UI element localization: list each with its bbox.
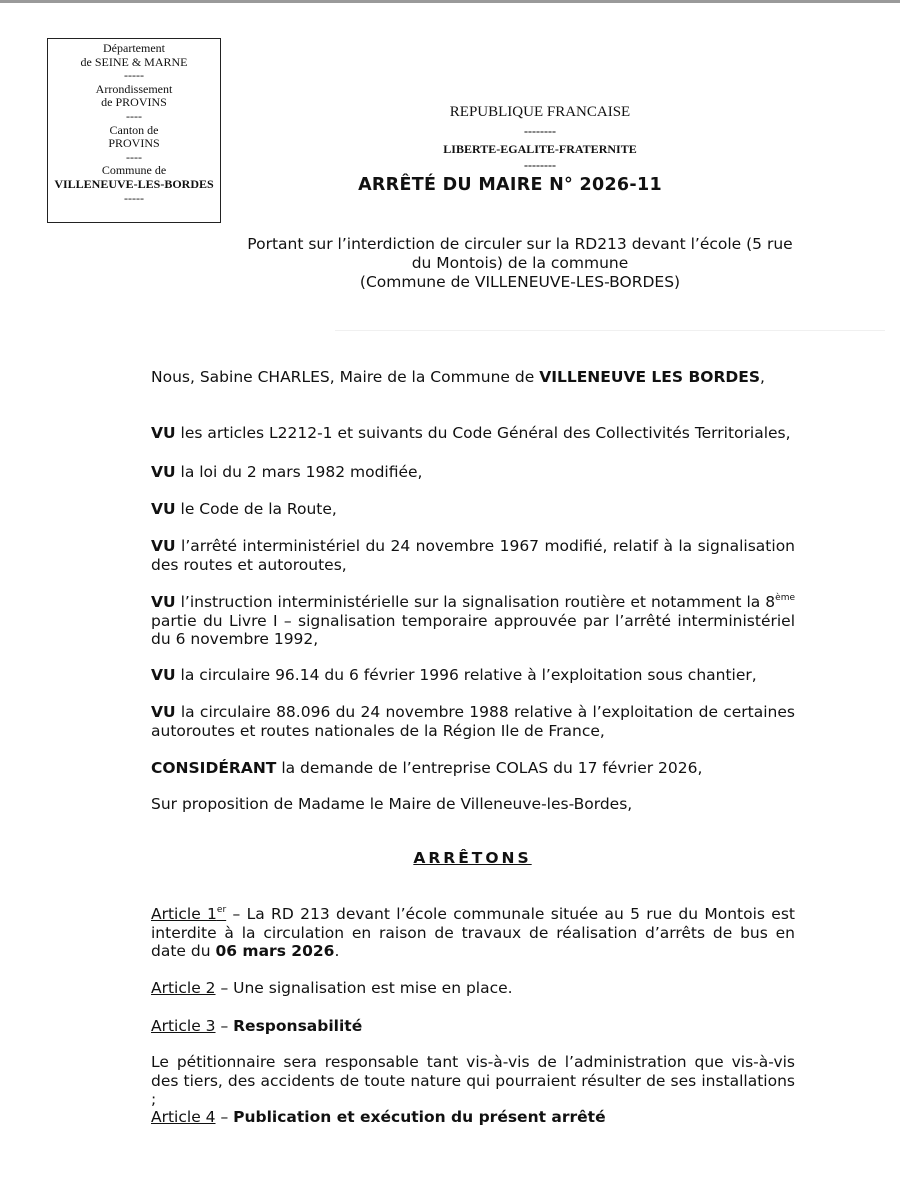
vu-label: VU (151, 666, 176, 684)
article-date: 06 mars 2026 (215, 942, 335, 961)
vu-text: la loi du 2 mars 1982 modifiée, (175, 463, 423, 481)
proposition-paragraph: Sur proposition de Madame le Maire de Villeneuve-les-Bordes, (151, 795, 633, 813)
article-2 (151, 979, 795, 998)
republic-heading: REPUBLIQUE FRANCAISE (449, 104, 631, 120)
vu-text: le Code de la Route, (175, 500, 337, 518)
top-border (0, 0, 900, 3)
vu-label: VU (151, 593, 176, 611)
divider (335, 330, 885, 331)
vu-paragraph (151, 666, 795, 685)
commune-name: VILLENEUVE-LES-BORDES (54, 176, 214, 191)
vu-paragraph (151, 703, 795, 740)
canton-label: Canton de (109, 122, 159, 137)
page-title: ARRÊTÉ DU MAIRE N° 2026-11 (358, 175, 662, 195)
header-separator: -------- (524, 124, 556, 138)
dept-label: Département (103, 41, 165, 55)
separator: ---- (126, 149, 142, 164)
vu-paragraph (151, 537, 795, 574)
superscript: er (216, 905, 227, 915)
vu-paragraph (151, 500, 795, 519)
vu-text: les articles L2212-1 et suivants du Code Général des Collectivités Territoriales, (175, 424, 791, 442)
commune-label: Commune de (101, 163, 167, 178)
vu-text: partie du Livre I – signalisation temporaire approuvée par l’arrêté interministériel du 6 novembre 1992, (151, 611, 795, 649)
article-label-text: Article 1 (151, 905, 217, 923)
separator: ---- (126, 108, 142, 123)
arretons-heading: ARRÊTONS (413, 849, 532, 867)
vu-text: la circulaire 88.096 du 24 novembre 1988 relative à l’exploitation de certaines autoroutes et routes nationales de la Région Ile de France, (151, 703, 795, 740)
vu-text: l’arrêté interministériel du 24 novembre 1967 modifié, relatif à la signalisation des routes et autoroutes, (151, 537, 795, 574)
separator: ----- (124, 68, 144, 83)
admin-box (47, 38, 221, 223)
article-dash: – (215, 1017, 234, 1035)
intro-text: Nous, Sabine CHARLES, Maire de la Commune de (151, 368, 540, 386)
subject-line: du Montois) de la commune (411, 254, 629, 272)
arr-label: Arrondissement (95, 81, 173, 96)
vu-label: VU (151, 703, 176, 721)
superscript: ème (775, 593, 795, 603)
article-3 (151, 1017, 795, 1036)
considerant-label: CONSIDÉRANT (151, 759, 277, 777)
separator: ----- (124, 190, 144, 205)
vu-text: la circulaire 96.14 du 6 février 1996 relative à l’exploitation sous chantier, (175, 666, 757, 684)
article-3-body: Le pétitionnaire sera responsable tant vis-à-vis de l’administration que vis-à-vis des tiers, des accidents de toute nature qui pourraient résulter de ses installations ; (151, 1053, 795, 1109)
vu-label: VU (151, 424, 176, 442)
subject-line: (Commune de VILLENEUVE-LES-BORDES) (359, 273, 681, 291)
article-title: Publication et exécution du présent arrêté (233, 1108, 606, 1126)
considerant-paragraph (151, 759, 795, 778)
considerant-text: la demande de l’entreprise COLAS du 17 février 2026, (276, 759, 703, 777)
article-end: . (334, 942, 340, 961)
subject-line: Portant sur l’interdiction de circuler sur la RD213 devant l’école (5 rue (247, 235, 793, 253)
vu-label: VU (151, 500, 176, 518)
vu-text: l’instruction interministérielle sur la signalisation routière et notamment la 8 (175, 593, 776, 611)
article-label: Article 4 (151, 1108, 216, 1126)
vu-paragraph (151, 593, 795, 649)
canton-name: PROVINS (108, 136, 160, 151)
vu-paragraph (151, 424, 795, 443)
vu-paragraph (151, 463, 795, 482)
motto: LIBERTE-EGALITE-FRATERNITE (443, 142, 637, 156)
article-4 (151, 1108, 795, 1127)
dept-name: de SEINE & MARNE (80, 54, 188, 69)
header-separator: -------- (524, 158, 556, 172)
intro-commune: VILLENEUVE LES BORDES (539, 368, 761, 386)
intro-end: , (760, 368, 765, 386)
vu-label: VU (151, 463, 176, 481)
article-title: Responsabilité (233, 1017, 363, 1035)
arr-name: de PROVINS (101, 95, 167, 110)
subject (240, 235, 800, 292)
vu-label: VU (151, 537, 176, 555)
article-1 (151, 905, 795, 961)
article-label (151, 905, 226, 923)
article-label: Article 2 (151, 979, 216, 997)
article-label: Article 3 (151, 1017, 216, 1035)
article-text: – La RD 213 devant l’école communale située au 5 rue du Montois est interdite à la circulation en raison de travaux de réalisation d’arrêts de bus en date du (151, 905, 795, 961)
article-text: – Une signalisation est mise en place. (215, 979, 513, 997)
intro-paragraph (151, 368, 795, 387)
article-dash: – (215, 1108, 234, 1126)
